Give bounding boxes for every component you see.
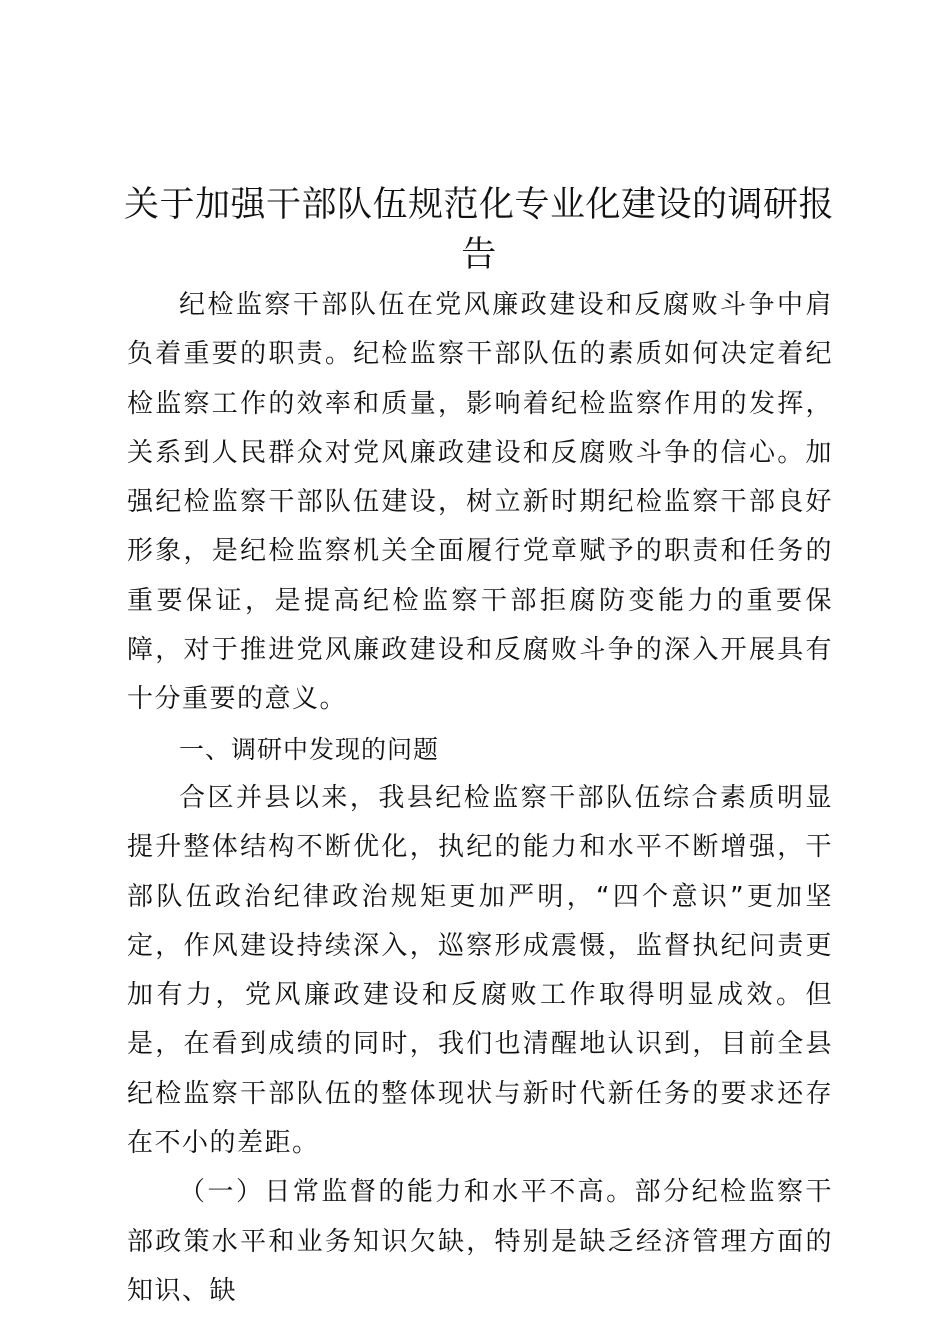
findings-paragraph: 合区并县以来，我县纪检监察干部队伍综合素质明显提升整体结构不断优化，执纪的能力和水平不断增强，干部队伍政治纪律政治规矩更加严明，“四个意识”更加坚定，作风建设持续深入，巡察形成震慑，监督执纪问责更加有力，党风廉政建设和反腐败工作取得明显成效。但是，在看到成绩的同时，我们也清醒地认识到，目前全县纪检监察干部队伍的整体现状与新时代新任务的要求还存在不小的差距。 <box>127 782 833 1159</box>
subsection-paragraph: （一）日常监督的能力和水平不高。部分纪检监察干部政策水平和业务知识欠缺，特别是缺乏经济管理方面的知识、缺 <box>127 1177 833 1306</box>
document-body <box>127 281 833 1316</box>
intro-paragraph: 纪检监察干部队伍在党风廉政建设和反腐败斗争中肩负着重要的职责。纪检监察干部队伍的素质如何决定着纪检监察工作的效率和质量，影响着纪检监察作用的发挥，关系到人民群众对党风廉政建设和反腐败斗争的信心。加强纪检监察干部队伍建设，树立新时期纪检监察干部良好形象，是纪检监察机关全面履行党章赋予的职责和任务的重要保证，是提高纪检监察干部拒腐防变能力的重要保障，对于推进党风廉政建设和反腐败斗争的深入开展具有十分重要的意义。 <box>127 290 833 715</box>
section-heading: 一、调研中发现的问题 <box>179 734 440 764</box>
document-title: 关于加强干部队伍规范化专业化建设的调研报告 <box>124 185 835 275</box>
